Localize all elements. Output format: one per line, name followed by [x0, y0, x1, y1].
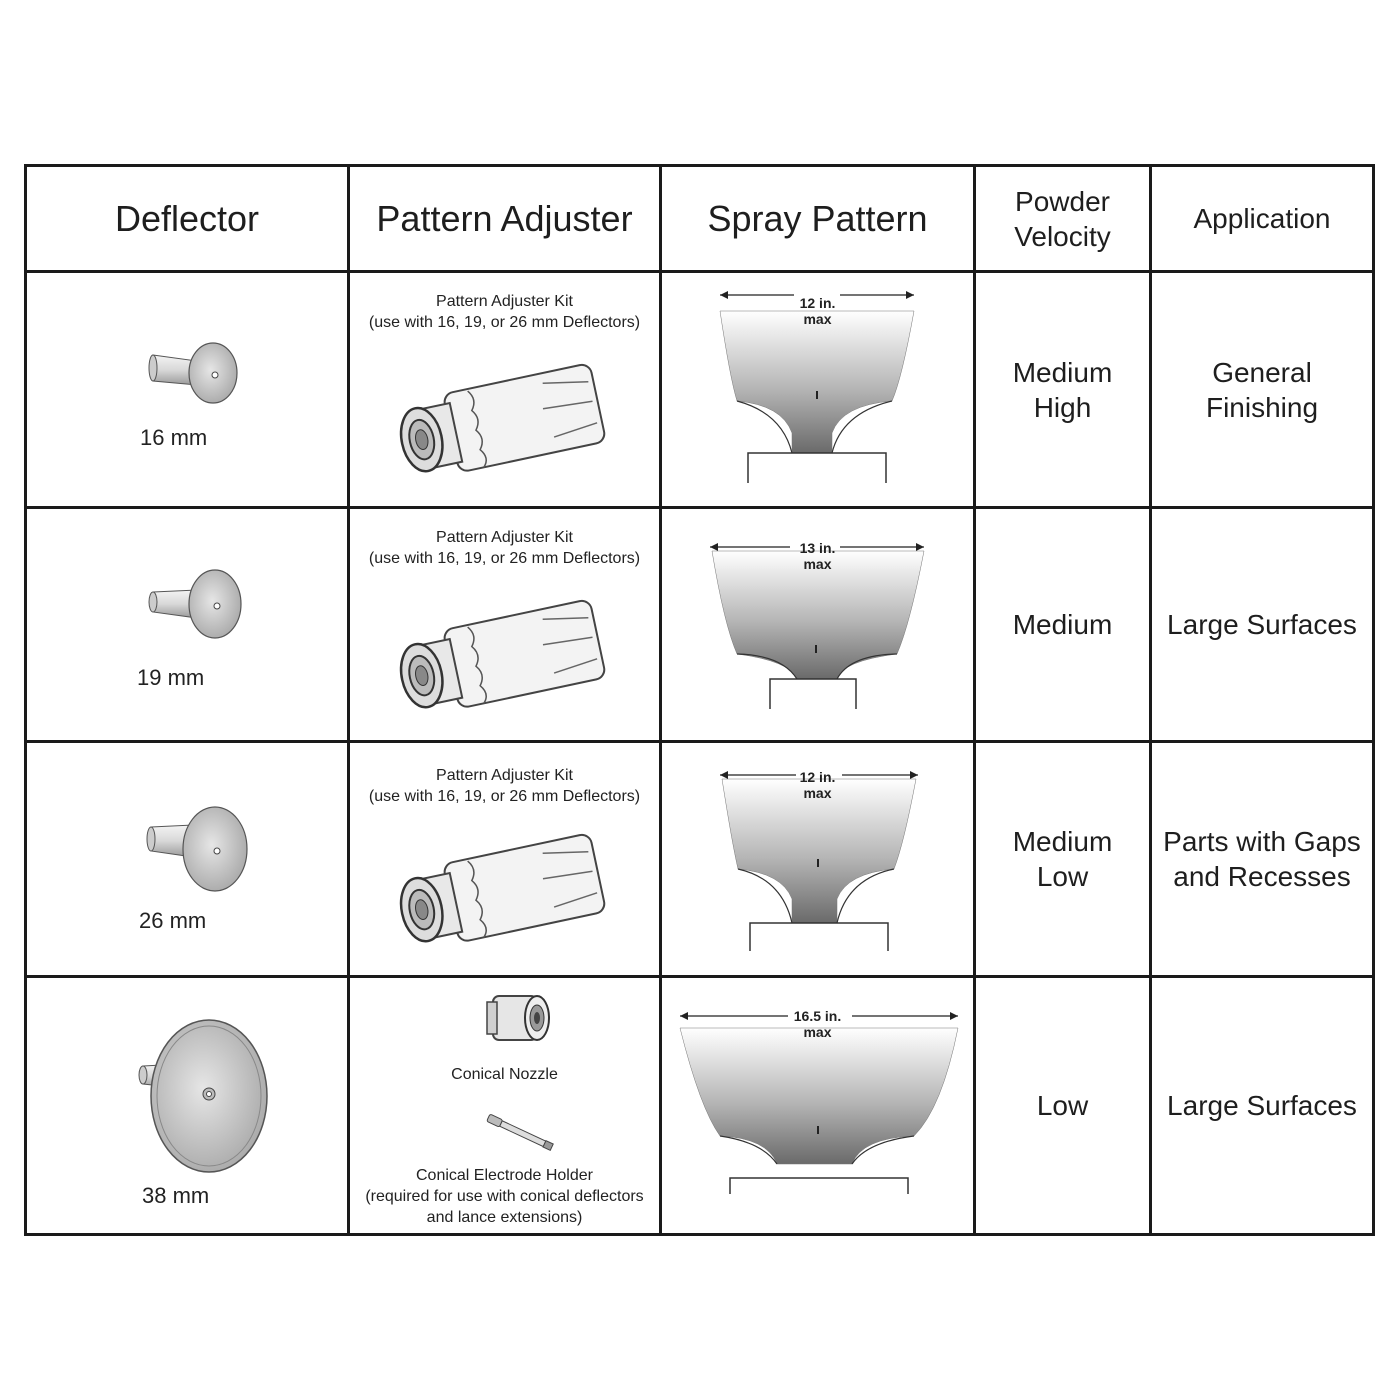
deflector-26mm-icon — [27, 743, 347, 975]
row3-spray-cell — [662, 743, 973, 975]
row2-adjuster-cell — [350, 509, 659, 740]
row4-adjuster-cell — [350, 978, 659, 1233]
spray-width-label: 12 in. — [799, 295, 836, 311]
spray-width-label: 12 in. — [799, 769, 836, 785]
row4-application-cell — [1152, 978, 1372, 1233]
table-border-right — [1372, 164, 1375, 1236]
header-application — [1152, 167, 1372, 270]
deflector-19mm-icon — [27, 509, 347, 740]
adjuster-kit-note: (use with 16, 19, or 26 mm Deflectors) — [368, 550, 641, 567]
row2-velocity-cell — [976, 509, 1149, 740]
pattern-adjuster-kit-icon — [350, 823, 659, 963]
conical-electrode-holder-icon — [350, 1106, 659, 1156]
deflector-size-label: 26 mm — [139, 908, 207, 933]
deflector-size-label: 19 mm — [137, 665, 205, 690]
header-application-label: Application — [1193, 203, 1331, 234]
row2-spray-cell — [662, 509, 973, 740]
row4-spray-cell — [662, 978, 973, 1233]
deflector-size-label: 16 mm — [140, 425, 208, 450]
application-line1: Parts with Gaps — [1163, 826, 1361, 857]
row4-deflector-cell — [27, 978, 347, 1233]
adjuster-kit-title: Pattern Adjuster Kit — [436, 293, 573, 310]
deflector-16mm-icon — [27, 273, 347, 506]
header-pattern-adjuster-label: Pattern Adjuster — [376, 197, 633, 239]
adjuster-kit-note: (use with 16, 19, or 26 mm Deflectors) — [368, 788, 641, 805]
row1-deflector-cell — [27, 273, 347, 506]
conical-nozzle-icon — [350, 980, 659, 1060]
row1-spray-cell — [662, 273, 973, 506]
pattern-adjuster-kit-icon — [350, 353, 659, 493]
spray-width-label: 16.5 in. — [793, 1008, 842, 1024]
application-line1: Large Surfaces — [1167, 609, 1357, 640]
velocity-line1: Low — [1036, 1090, 1089, 1121]
velocity-line1: Medium — [1012, 356, 1113, 388]
row2-application-cell — [1152, 509, 1372, 740]
header-powder-velocity-line1: Powder — [1015, 185, 1110, 217]
spray-max-label: max — [803, 311, 832, 327]
adjuster-kit-title: Pattern Adjuster Kit — [436, 767, 573, 784]
adjuster-kit-note: (use with 16, 19, or 26 mm Deflectors) — [368, 314, 641, 331]
spray-max-label: max — [803, 785, 832, 801]
header-deflector-label: Deflector — [114, 197, 260, 239]
row1-adjuster-cell — [350, 273, 659, 506]
row1-velocity-cell — [976, 273, 1149, 506]
row3-adjuster-cell — [350, 743, 659, 975]
comparison-table — [24, 164, 1375, 1236]
spray-width-label: 13 in. — [799, 540, 836, 556]
row1-application-cell — [1152, 273, 1372, 506]
header-deflector — [27, 167, 347, 270]
application-line1: Large Surfaces — [1167, 1090, 1357, 1121]
holder-note-line2: and lance extensions) — [426, 1209, 583, 1226]
spray-max-label: max — [803, 1024, 832, 1040]
velocity-line2: High — [1033, 391, 1092, 423]
table-border-bottom — [24, 1233, 1375, 1236]
deflector-size-label: 38 mm — [142, 1183, 210, 1208]
row3-application-cell — [1152, 743, 1372, 975]
pattern-adjuster-kit-icon — [350, 589, 659, 729]
application-line1: General — [1212, 356, 1312, 388]
row2-deflector-cell — [27, 509, 347, 740]
row3-deflector-cell — [27, 743, 347, 975]
spray-max-label: max — [803, 556, 832, 572]
application-line2: Finishing — [1205, 391, 1319, 423]
header-pattern-adjuster — [350, 167, 659, 270]
row3-velocity-cell — [976, 743, 1149, 975]
velocity-line2: Low — [1036, 861, 1089, 892]
holder-title: Conical Electrode Holder — [416, 1167, 593, 1184]
header-spray-pattern-label: Spray Pattern — [707, 197, 928, 239]
conical-nozzle-label: Conical Nozzle — [451, 1066, 558, 1083]
row4-velocity-cell — [976, 978, 1149, 1233]
holder-note-line1: (required for use with conical deflectors — [365, 1188, 644, 1205]
header-powder-velocity — [976, 167, 1149, 270]
velocity-line1: Medium — [1012, 609, 1113, 640]
header-powder-velocity-line2: Velocity — [1014, 220, 1111, 252]
adjuster-kit-title: Pattern Adjuster Kit — [436, 529, 573, 546]
application-line2: and Recesses — [1173, 861, 1351, 892]
header-spray-pattern — [662, 167, 973, 270]
velocity-line1: Medium — [1012, 826, 1113, 857]
